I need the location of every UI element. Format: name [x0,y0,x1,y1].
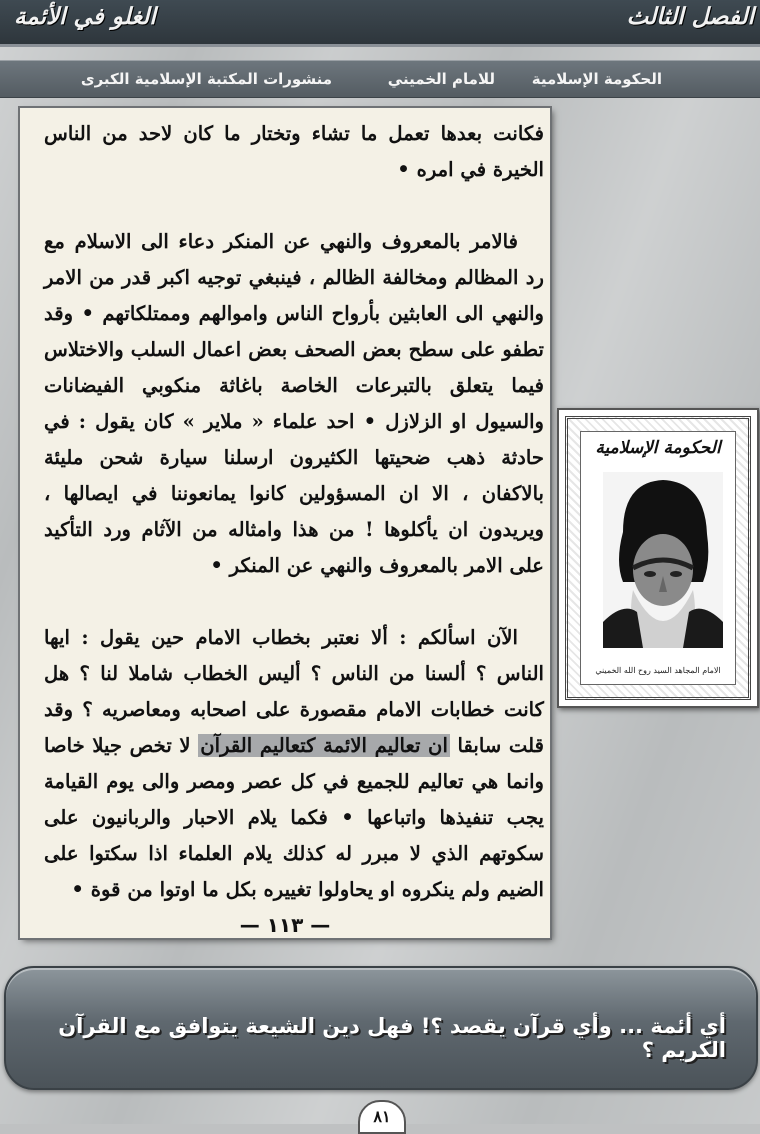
paragraph-2: فالامر بالمعروف والنهي عن المنكر دعاء الى الاسلام مع رد المظالم ومخالفة الظالم ، فينبغي توجيه اكبر قدر من الامر والنهي الى العابثين بأرواح الناس واموالهم وممتلكاتهم • وقد تطفو على سطح بعض الصحف بعض اعمال السلب والاختلاس فيما يتعلق بالتبرعات الخاصة باغاثة منكوبي الفيضانات والسيول او الزلازل • احد علماء « ملاير » كان يقول : في حادثة ذهب ضحيتها الكثيرون ارسلنا سيارة شحن مليئة بالاكفان ، الا ان المسؤولين كانوا يمانعوننا في ايصالها ، ويريدون ان يأكلوها ! من هذا وامثاله من الآثام ورد التأكيد على الامر بالمعروف والنهي عن المنكر • [44,230,544,577]
header-band [0,0,760,47]
paragraph-3 [44,620,544,908]
scanned-page [20,108,550,938]
header-book-title: الغلو في الأئمة [14,4,156,30]
footer-question: أي أئمة ... وأي قرآن يقصد ؟! فهل دين الشيعة يتوافق مع القرآن الكريم ؟ [58,1014,726,1062]
book-cover-caption: الامام المجاهد السيد روح الله الخميني [595,666,721,675]
source-bar [0,60,760,98]
highlighted-phrase: ان تعاليم الائمة كتعاليم القرآن [200,734,448,757]
source-publisher: منشورات المكتبة الإسلامية الكبرى [80,70,332,88]
scanned-text [44,116,544,908]
paragraph-3-start: الآن اسألكم : ألا نعتبر بخطاب الامام حين يقول : ايها الناس ؟ ألسنا من الناس ؟ أليس الخطاب شاملا لنا ؟ هل كانت خطابات الامام مقصورة على اصحابه ومعاصريه ؟ وقد قلت سابقا [44,626,544,757]
book-cover-title: الحكومة الإسلامية [595,438,721,458]
portrait-image [603,472,723,648]
book-cover-inner [580,431,736,685]
source-book: الحكومة الإسلامية [531,70,662,88]
book-cover-border [565,416,751,700]
paragraph-1: فكانت بعدها تعمل ما تشاء وتختار ما كان لاحد من الناس الخيرة في امره • [44,122,544,181]
footer-page-number: ٨١ [358,1100,406,1134]
book-cover-image [557,408,759,708]
scan-page-number: — ١١٣ — [239,913,331,937]
header-chapter: الفصل الثالث [626,4,754,30]
source-author: للامام الخميني [387,70,495,88]
paragraph-3-end: لا تخص جيلا خاصا وانما هي تعاليم للجميع في كل عصر ومصر والى يوم القيامة يجب تنفيذها واتباعها • فكما يلام الاحبار والربانيون على سكوتهم الذي لا مبرر له كذلك يلام العلماء اذا سكتوا على الضيم ولم ينكروه او يحاولوا تغييره بكل ما اوتوا من قوة • [44,734,544,901]
